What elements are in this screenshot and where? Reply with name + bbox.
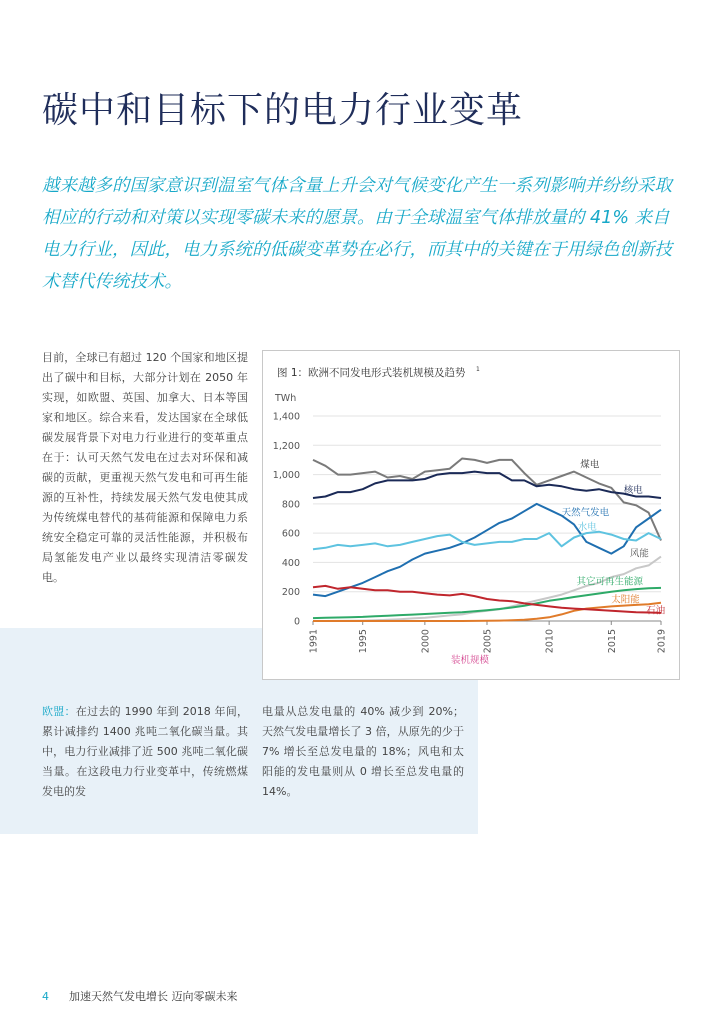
x-tick-label: 2010 [544, 629, 556, 654]
series-line [313, 459, 661, 541]
page-footer [42, 988, 238, 1004]
y-tick-label: 800 [281, 499, 300, 511]
page-number: 4 [42, 990, 49, 1003]
footer-title: 加速天然气发电增长 迈向零碳未来 [69, 990, 238, 1003]
y-tick-label: 1,400 [272, 411, 300, 423]
y-tick-label: 1,000 [272, 470, 300, 482]
x-tick-label: 2015 [606, 629, 618, 654]
page-title: 碳中和目标下的电力行业变革 [42, 90, 524, 131]
series-label: 其它可再生能源 [576, 576, 644, 588]
series-label: 天然气发电 [561, 507, 610, 519]
series-label: 煤电 [580, 459, 600, 471]
y-tick-label: 600 [281, 528, 300, 540]
series-label: 太阳能 [611, 594, 640, 606]
x-tick-label: 1991 [308, 629, 320, 654]
lead-paragraph: 越来越多的国家意识到温室气体含量上升会对气候变化产生一系列影响并纷纷采取相应的行动和对策以实现零碳未来的愿景。由于全球温室气体排放量的 41% 来自电力行业，因此，电力系统的低碳变革势在必行，而其中的关键在于用绿色创新技术替代传统技术。 [42, 176, 672, 292]
y-tick-label: 1,200 [272, 440, 300, 452]
series-label: 水电 [577, 522, 597, 534]
series-label: 石油 [646, 605, 666, 617]
y-tick-label: 400 [281, 557, 300, 569]
y-axis-label: TWh [275, 393, 297, 404]
series-line [313, 586, 661, 613]
europe-paragraph-right: 电量从总发电量的 40% 减少到 20%；天然气发电量增长了 3 倍，从原先的少于 7% 增长至总发电量的 18%；风电和太阳能的发电量则从 0 增长至总发电量的 14%。 [262, 705, 464, 798]
series-line [313, 588, 661, 618]
series-line [313, 472, 661, 498]
europe-text-left: 在过去的 1990 年到 2018 年间，累计减排约 1400 兆吨二氧化碳当量。其中，电力行业减排了近 500 兆吨二氧化碳当量。在这段电力行业变革中，传统燃煤发电的发 [42, 705, 248, 798]
series-label: 风能 [629, 548, 649, 560]
y-tick-label: 0 [293, 616, 300, 628]
chart-figure [262, 350, 680, 680]
chart-svg [263, 351, 681, 681]
body-paragraph: 目前，全球已有超过 120 个国家和地区提出了碳中和目标，大部分计划在 2050 年实现，如欧盟、英国、加拿大、日本等国家和地区。综合来看，发达国家在全球低碳发展背景下对电力行业进行的变革重点在于：认可天然气发电在过去对环保和减碳的贡献，更重视天然气发电和可再生能源的互补性，持续发展天然气发电使其成为传统煤电替代的基荷能源和保障电力系统安全稳定可靠的灵活性能源，并积极布局氢能发电产业以最终实现清洁零碳发电。 [42, 351, 248, 584]
x-tick-label: 1995 [358, 629, 370, 654]
y-tick-label: 200 [281, 587, 300, 599]
europe-label: 欧盟： [42, 705, 76, 718]
x-tick-label: 2000 [420, 629, 432, 654]
x-tick-label: 2005 [482, 629, 494, 654]
series-line [313, 532, 661, 550]
series-label: 核电 [623, 484, 643, 496]
series-line [313, 603, 661, 621]
x-tick-label: 2019 [656, 629, 668, 654]
europe-paragraph-left [42, 702, 248, 802]
chart-title: 图 1：欧洲不同发电形式装机规模及趋势 [277, 367, 466, 379]
x-axis-label: 装机规模 [450, 655, 490, 666]
chart-title-footnote: 1 [476, 366, 480, 373]
